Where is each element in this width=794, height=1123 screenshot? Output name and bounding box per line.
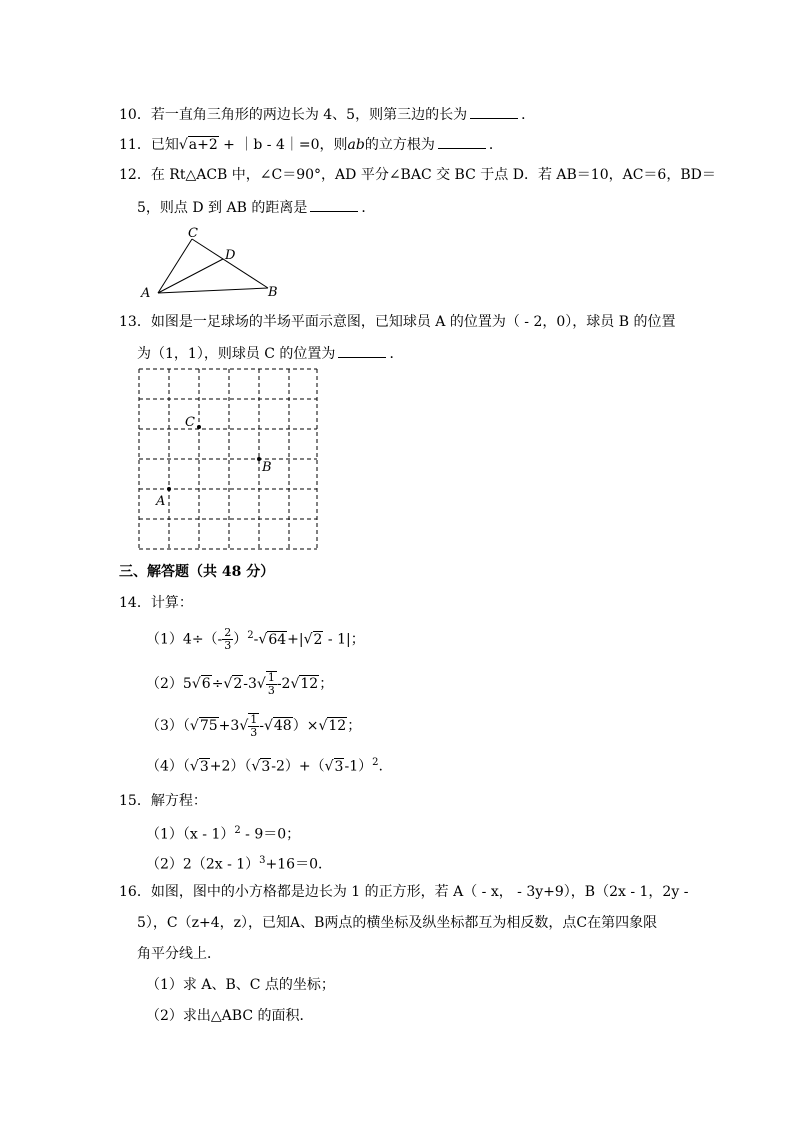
q13-grid-lines (139, 369, 317, 549)
q14-p2-fraction (266, 671, 277, 697)
q16-line1: 如图，图中的小方格都是边长为 1 的正方形，若 A（ - x， - 3y+9），B（2x - 1，2y - (150, 884, 689, 900)
q15-p1-label: （1） (146, 826, 183, 843)
question-12-line1 (119, 166, 716, 184)
q15-p2-label: （2） (146, 856, 183, 873)
q14-p1-fraction (222, 627, 233, 652)
q13-number: 13． (119, 314, 151, 330)
q12-side-ac (158, 239, 192, 293)
q14-p2-fden: 3 (267, 684, 275, 697)
q14-p2-e: ； (319, 676, 334, 692)
q15-p1-text: （x - 1） (182, 826, 235, 843)
q13-point-a (167, 487, 171, 491)
q14-p4-e: . (378, 758, 383, 775)
q14-p1-a: 4÷（- (182, 631, 223, 648)
q12-line2: 5，则点 D 到 AB 的距离是 (137, 200, 308, 216)
q14-part4 (146, 754, 383, 776)
q14-p3-sqrt1: √75 (189, 718, 218, 734)
q14-p2-sqrt2: √2 (223, 676, 243, 692)
question-11 (119, 134, 503, 154)
q14-p3-r2: 48 (273, 718, 292, 734)
q14-p1-r1: 64 (268, 631, 287, 648)
q13-line1: 如图是一足球场的半场平面示意图，已知球员 A 的位置为（ - 2，0），球员 B 的位置 (150, 314, 676, 330)
q14-p2-d: -2 (276, 676, 291, 692)
q14-p3-e: ； (347, 718, 362, 734)
q14-p4-sq: 2 (372, 757, 379, 768)
q12-segment-ad (158, 259, 223, 293)
q14-p2-fnum: 1 (267, 671, 275, 684)
question-10 (119, 104, 535, 124)
q16-part1: （1）求 A、B、C 点的坐标； (146, 977, 335, 993)
q14-p3-r1: 75 (199, 718, 218, 734)
q11-eq: =0，则 (298, 137, 348, 153)
q14-p4-label: （4） (146, 758, 183, 775)
question-16-line3: 角平分线上． (137, 946, 221, 962)
q11-post: 的立方根为 (364, 137, 435, 153)
question-16-line2: 5），C（z+4，z），已知A、B两点的横坐标及纵坐标都互为相反数，点C在第四象限 (137, 915, 658, 931)
q15-p2-cube: 3 (259, 855, 266, 866)
q10-number: 10． (119, 107, 151, 123)
q14-p4-r1: 3 (199, 758, 209, 775)
q11-abs: ｜b - 4｜ (239, 137, 299, 153)
q14-part1 (146, 627, 365, 652)
q14-p3-fden: 3 (250, 726, 258, 739)
q14-number: 14． (119, 595, 151, 611)
q14-p2-sqrt3: √12 (290, 676, 319, 692)
q15-p1-rest: - 9＝0； (240, 826, 301, 843)
q11-var: ab (347, 137, 365, 153)
q14-p4-r3: 3 (334, 758, 344, 775)
q14-p2-r2: 2 (233, 676, 243, 692)
q15-number: 15． (119, 793, 151, 809)
q14-p1-c: - (253, 631, 259, 648)
q14-p2-sqrt1: √6 (191, 676, 211, 692)
section-3-title: 三、解答题（共 48 分） (119, 564, 275, 580)
q14-p1-d: +| (287, 631, 304, 648)
q12-side-cb (192, 239, 268, 288)
q14-p2-r3: 12 (300, 676, 319, 692)
q12-label-a: A (141, 286, 151, 301)
q10-answer-blank[interactable] (470, 104, 518, 119)
q14-p1-fnum: 2 (224, 626, 232, 640)
question-15-title (119, 792, 207, 810)
q13-label-a: A (156, 494, 166, 509)
q14-p4-r2: 3 (261, 758, 271, 775)
q15-p2-rest: +16＝0． (265, 856, 332, 873)
q15-title: 解方程： (150, 793, 207, 809)
q14-p2-c: -3 (243, 676, 257, 692)
q14-p3-r3: 12 (328, 718, 347, 734)
q13-end: ． (389, 346, 404, 362)
q16-part2: （2）求出△ABC 的面积． (146, 1008, 314, 1024)
q14-p3-d: ）× (292, 718, 319, 734)
question-13-line2 (137, 343, 403, 363)
q14-p1-fden: 3 (224, 639, 232, 653)
q11-radicand: a+2 (188, 137, 218, 153)
q14-title: 计算： (150, 595, 193, 611)
q14-p1-sq: 2 (247, 630, 254, 641)
q14-part3 (146, 713, 361, 739)
q11-number: 11． (119, 137, 151, 153)
q14-p1-label: （1） (146, 631, 183, 648)
q15-part1 (146, 822, 300, 844)
q14-p3-c: - (259, 718, 264, 734)
q13-answer-blank[interactable] (338, 343, 386, 358)
q14-p4-sqrt2: √3 (251, 758, 271, 775)
q12-triangle-figure (135, 222, 285, 302)
q14-p3-label: （3） (146, 718, 183, 734)
q14-p2-sqrt-frac: √ $\frac{1}{3}$ (256, 671, 275, 697)
question-16-line1 (119, 883, 688, 901)
q14-p1-sqrt2: √2 (303, 631, 323, 648)
q13-point-c (197, 425, 201, 429)
q12-label-d: D (225, 248, 236, 263)
q11-end: ． (488, 137, 503, 153)
q12-end: ． (361, 200, 376, 216)
q14-p1-b: ） (233, 631, 248, 648)
q13-field-grid (137, 367, 321, 553)
q14-p1-e: - 1|； (323, 631, 365, 648)
q15-p1-sq: 2 (234, 825, 241, 836)
q12-label-c: C (188, 226, 198, 241)
q14-p3-fnum: 1 (250, 713, 258, 726)
q14-p3-sqrt2: √48 (263, 718, 292, 734)
q14-p3-sqrt-frac: √ $\frac{1}{3}$ (239, 713, 258, 739)
q10-end: ． (521, 107, 536, 123)
q13-line2: 为（1，1），则球员 C 的位置为 (137, 346, 336, 362)
q14-p4-a: （ (182, 758, 190, 775)
q13-point-b (257, 457, 261, 461)
q13-label-b: B (262, 460, 272, 475)
q16-number: 16． (119, 884, 151, 900)
q14-p4-sqrt3: √3 (324, 758, 344, 775)
q15-p2-text: 2（2x - 1） (182, 856, 260, 873)
q14-p4-d: -1） (344, 758, 373, 775)
q12-number: 12． (119, 167, 151, 183)
q12-answer-blank[interactable] (310, 197, 358, 212)
q14-p4-sqrt1: √3 (189, 758, 209, 775)
q10-text: 若一直角三角形的两边长为 4、5，则第三边的长为 (150, 107, 468, 123)
question-13-line1 (119, 313, 675, 331)
q14-p2-a: 5 (182, 676, 192, 692)
q14-p1-sqrt1: √64 (258, 631, 287, 648)
q11-plus: + (218, 137, 240, 153)
q11-pre: 已知 (150, 137, 179, 153)
q13-label-c: C (185, 415, 195, 430)
q12-side-ab (158, 288, 268, 293)
question-12-line2 (137, 197, 375, 217)
q14-p3-b: +3 (218, 718, 240, 734)
q12-label-b: B (268, 285, 278, 300)
q14-p3-sqrt3: √12 (318, 718, 347, 734)
q14-p3-fraction (248, 713, 259, 739)
q14-p4-c: -2）+（ (271, 758, 325, 775)
q14-p3-a: （ (182, 718, 190, 734)
q11-sqrt: √a+2 (178, 137, 218, 153)
q14-p2-label: （2） (146, 676, 183, 692)
q15-part2 (146, 852, 332, 874)
q14-part2 (146, 671, 333, 697)
q14-p2-b: ÷ (211, 676, 224, 692)
q14-p1-r2: 2 (313, 631, 323, 648)
q14-p2-r1: 6 (201, 676, 211, 692)
q11-answer-blank[interactable] (438, 134, 486, 149)
q14-p4-b: +2）（ (209, 758, 252, 775)
question-14-title (119, 594, 193, 612)
q12-line1: 在 Rt△ACB 中，∠C＝90°，AD 平分∠BAC 交 BC 于点 D．若 AB＝10，AC＝6，BD＝ (150, 167, 716, 183)
